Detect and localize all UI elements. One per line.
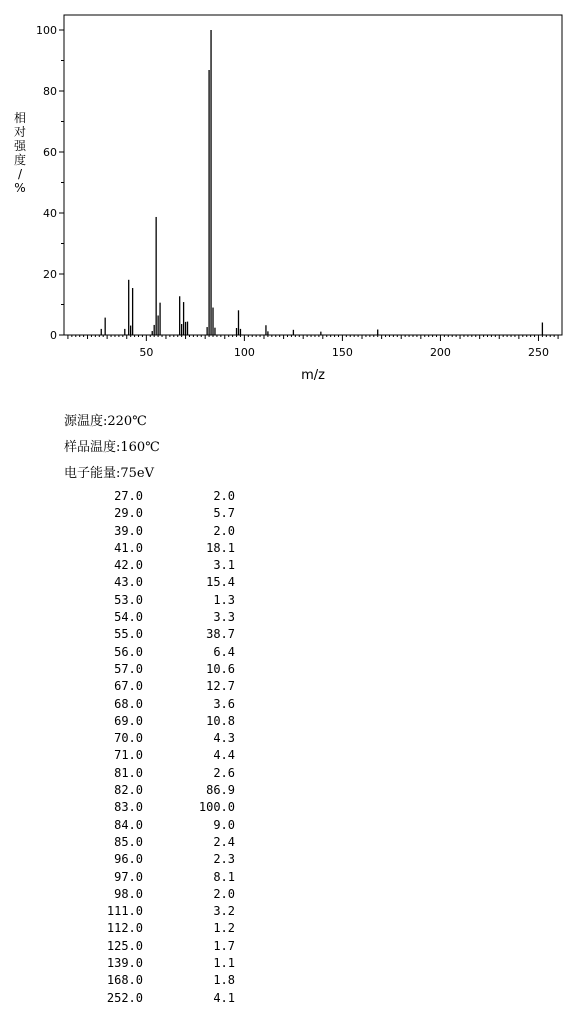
peak-mz: 29.0 [114,506,143,521]
peak-row [88,505,235,522]
peak-intensity: 3.1 [213,558,235,573]
peak-intensity: 4.4 [213,748,235,763]
peak-row [88,869,235,886]
x-axis-ticks [68,335,558,359]
peak-mz: 57.0 [114,661,143,676]
peak-mz: 67.0 [114,679,143,694]
peak-intensity: 9.0 [213,817,235,832]
peak-intensity: 6.4 [213,644,235,659]
peak-row [88,834,235,851]
peak-mz: 41.0 [114,540,143,555]
peak-row [88,730,235,747]
peak-mz: 55.0 [114,627,143,642]
y-tick-label: 0 [50,329,57,342]
x-tick-label: 150 [331,346,353,359]
peak-row [88,609,235,626]
peak-row [88,886,235,903]
y-axis-label-char: 强 [13,139,27,153]
peak-row [88,644,235,661]
peak-mz: 84.0 [114,817,143,832]
peak-mz: 252.0 [106,990,143,1005]
peak-row [88,626,235,643]
peak-intensity: 100.0 [198,800,235,815]
peak-intensity: 3.6 [213,696,235,711]
peak-mz: 139.0 [106,956,143,971]
y-tick-label: 20 [43,268,57,281]
peak-mz: 56.0 [114,644,143,659]
peak-table [88,488,235,1007]
peak-mz: 125.0 [106,938,143,953]
peak-mz: 39.0 [114,523,143,538]
peak-intensity: 1.8 [213,973,235,988]
peak-intensity: 86.9 [206,783,235,798]
peak-mz: 81.0 [114,765,143,780]
y-tick-label: 60 [43,146,57,159]
peak-mz: 42.0 [114,558,143,573]
y-axis-label-char: / [17,167,23,181]
x-tick-label: 50 [139,346,154,359]
y-axis-ticks [36,24,64,342]
peak-mz: 69.0 [114,713,143,728]
peak-intensity: 8.1 [213,869,235,884]
peak-mz: 68.0 [114,696,143,711]
spectrum-bars [101,30,542,335]
peak-mz: 43.0 [114,575,143,590]
electron-energy: 电子能量:75eV [64,466,155,481]
peak-mz: 112.0 [106,921,143,936]
peak-row [88,782,235,799]
x-tick-label: 250 [527,346,549,359]
y-axis-label-char: 对 [13,125,27,139]
sample-temperature: 样品温度:160℃ [64,440,160,455]
y-axis-label-char: 度 [13,153,27,167]
mass-spectrum-chart [0,0,570,395]
peak-mz: 71.0 [114,748,143,763]
peak-row [88,592,235,609]
peak-intensity: 3.2 [213,904,235,919]
peak-mz: 83.0 [114,800,143,815]
peak-intensity: 18.1 [206,540,235,555]
y-tick-label: 40 [43,207,57,220]
x-tick-label: 100 [233,346,255,359]
peak-intensity: 38.7 [206,627,235,642]
peak-row [88,938,235,955]
peak-intensity: 2.3 [213,852,235,867]
peak-mz: 98.0 [114,886,143,901]
peak-intensity: 2.4 [213,834,235,849]
peak-mz: 96.0 [114,852,143,867]
peak-intensity: 5.7 [213,506,235,521]
peak-row [88,747,235,764]
peak-row [88,920,235,937]
y-tick-label: 80 [43,85,57,98]
peak-mz: 53.0 [114,592,143,607]
peak-intensity: 2.0 [213,523,235,538]
peak-row [88,765,235,782]
peak-mz: 168.0 [106,973,143,988]
peak-mz: 97.0 [114,869,143,884]
y-tick-label: 100 [36,24,57,37]
peak-intensity: 2.0 [213,886,235,901]
peak-intensity: 12.7 [206,679,235,694]
peak-intensity: 1.7 [213,938,235,953]
peak-mz: 85.0 [114,834,143,849]
peak-row [88,990,235,1007]
peak-row [88,713,235,730]
peak-intensity: 1.2 [213,921,235,936]
peak-intensity: 2.0 [213,489,235,503]
peak-row [88,540,235,557]
y-axis-label-char: 相 [13,111,27,125]
peak-mz: 70.0 [114,731,143,746]
y-axis-label [14,110,27,195]
peak-row [88,799,235,816]
peak-row [88,972,235,989]
x-axis-label: m/z [301,368,325,383]
peak-intensity: 2.6 [213,765,235,780]
peak-row [88,488,235,505]
peak-intensity: 4.3 [213,731,235,746]
peak-intensity: 15.4 [206,575,235,590]
source-temperature: 源温度:220℃ [64,414,147,429]
peak-mz: 111.0 [106,904,143,919]
peak-row [88,851,235,868]
peak-row [88,696,235,713]
peak-mz: 27.0 [114,489,143,503]
peak-row [88,955,235,972]
peak-row [88,678,235,695]
peak-row [88,523,235,540]
x-tick-label: 200 [429,346,451,359]
plot-frame [64,15,562,335]
peak-row [88,557,235,574]
peak-intensity: 1.1 [213,956,235,971]
peak-row [88,661,235,678]
peak-intensity: 3.3 [213,610,235,625]
peak-intensity: 4.1 [213,990,235,1005]
y-axis-label-char: % [14,181,26,195]
peak-mz: 54.0 [114,610,143,625]
peak-intensity: 10.8 [206,713,235,728]
peak-row [88,817,235,834]
peak-intensity: 10.6 [206,661,235,676]
peak-row [88,574,235,591]
peak-mz: 82.0 [114,783,143,798]
peak-intensity: 1.3 [213,592,235,607]
peak-row [88,903,235,920]
